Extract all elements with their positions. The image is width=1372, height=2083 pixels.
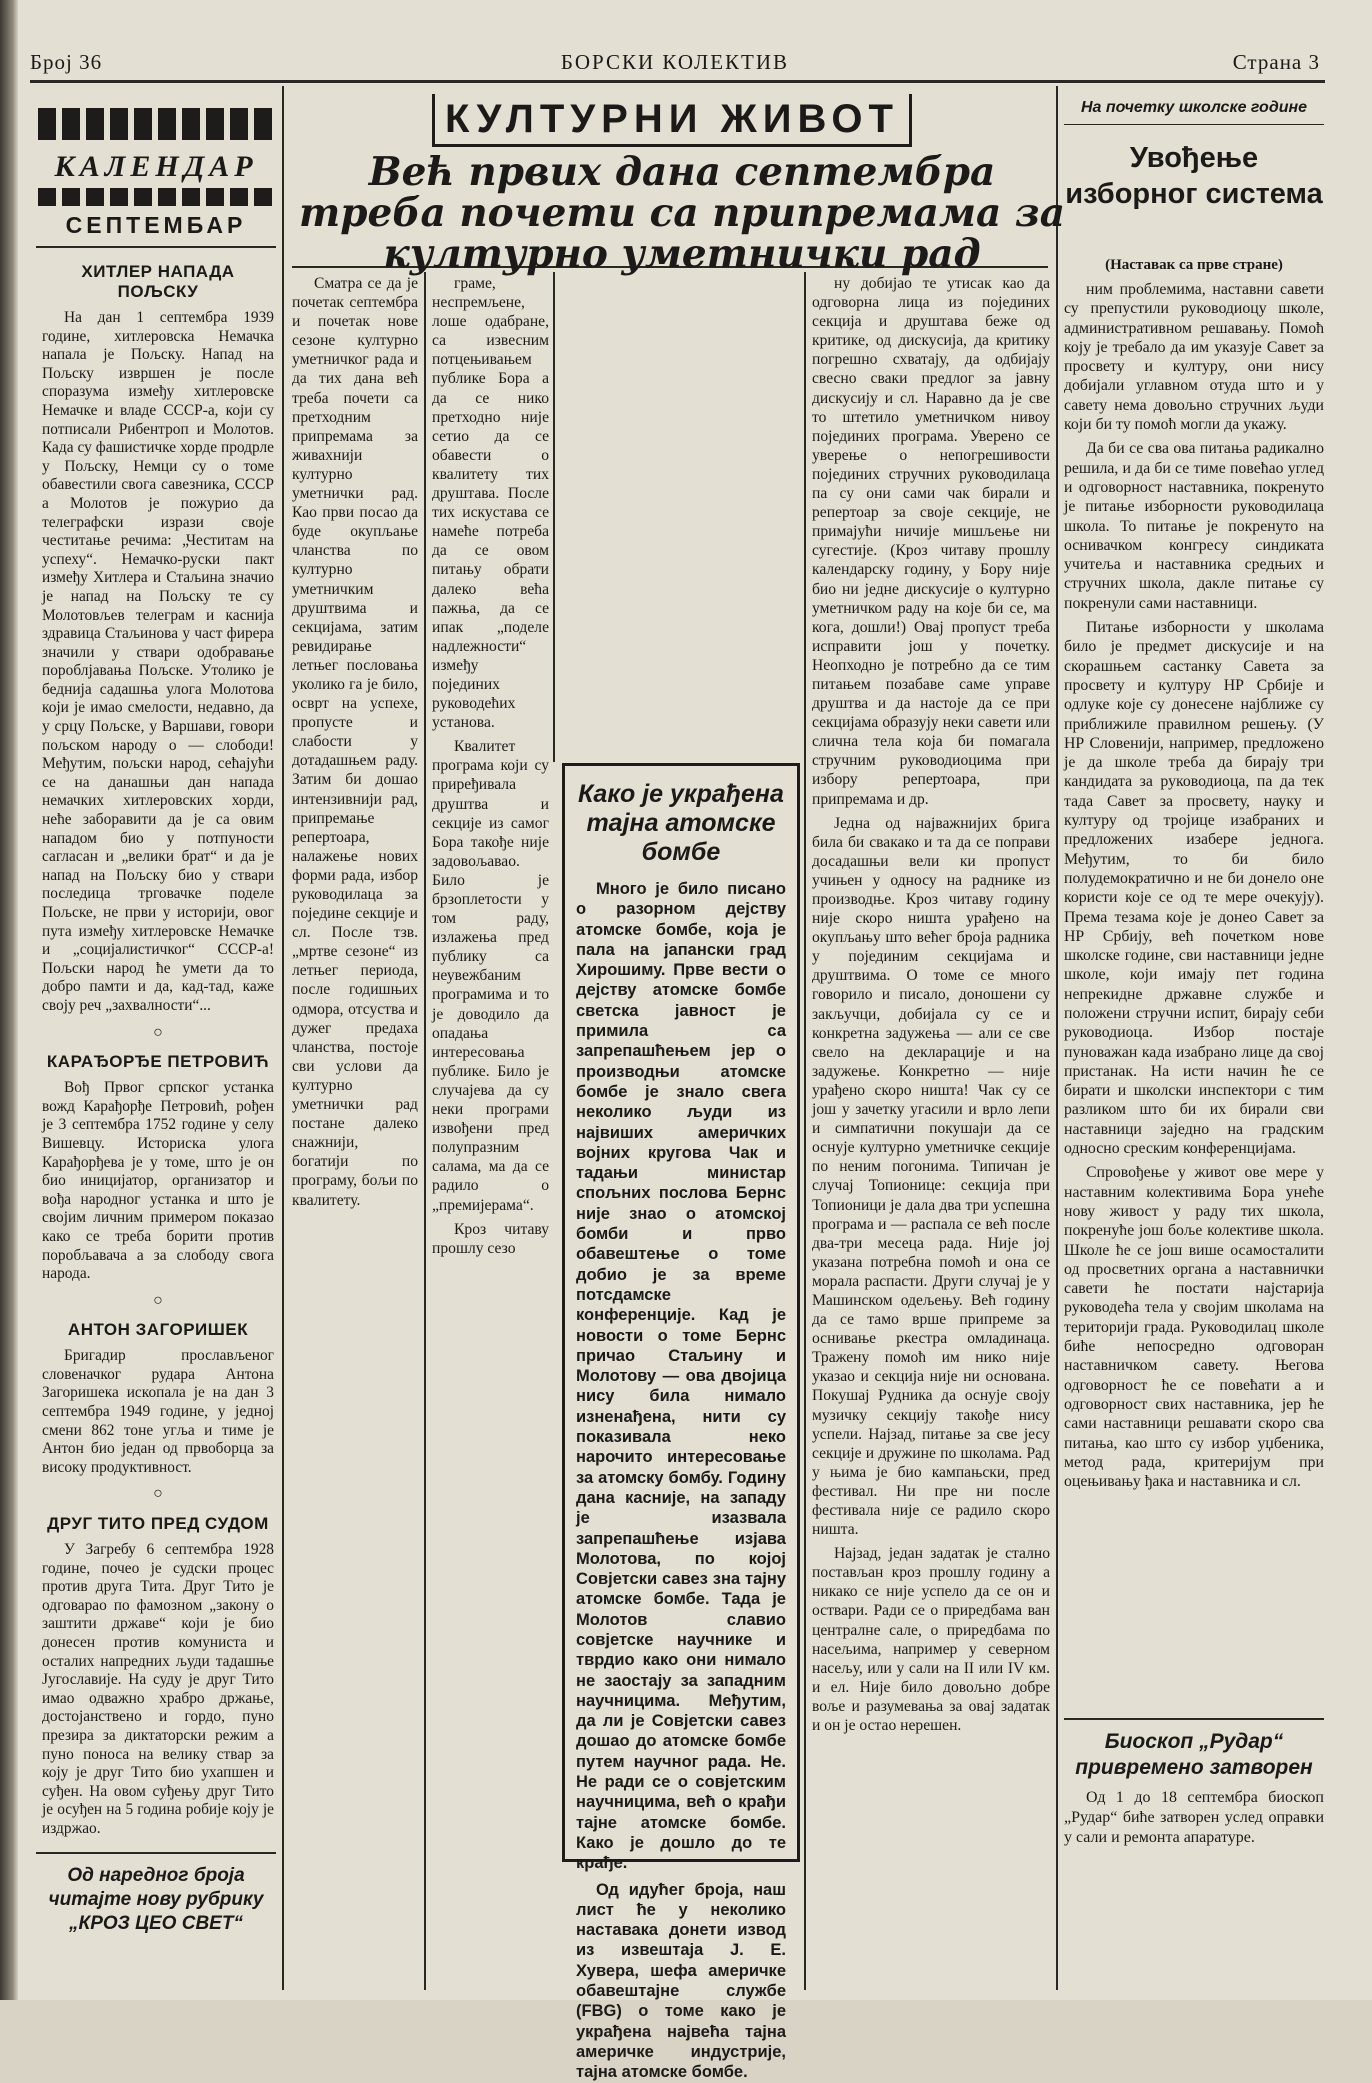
calendar-item-text: На дан 1 септембра 1939 године, хитлеровска Немачка напала је Пољску. Напад на Пољску извршен је после споразума између хитлеровске Немачке и владе СССР-а, који су потписали Рибентроп и Молотов. Када су фашистичке хорде продрле у Пољску, Немци су о томе обавестили свога савезника, СССР а Молотов је пожурио да телеграфски изрази своје честитање речима: „Честитам на успеху“. Немачко-руски пакт између Хитлера и Стаљина значио је напад на Пољску те су Молотовљев телеграм и каснија здравица Стаљинова у част фирера значили у ствари одобравање пороблјавања Пољске. Утолико је бедниja садашња улога Молотова који је имао смелости, недавно, да у срцу Пољске, у Варшави, говори пољском народу о — слободи! Међутим, пољски народ, сећајући се на данашњи дан напада немачких хитлеровских хорди, неће заборавити да је са овим нападом био у потпуности сагласан и „велики брат“ и да је напад на Пољску био у ствари последица трговачке поделе Пољске, не први у историји, овог пута између хитлеровске Немачке и „социјалистичког“ СССР-а! Пољски народ ће умети да то добро памти и да, кад-тад, каже своју реч „захвалности“...	[42, 309, 274, 1014]
article-paragraph: Кроз читаву прошлу сезо	[432, 1220, 549, 1257]
calendar-item-title: АНТОН ЗАГОРИШЕК	[67, 1320, 249, 1340]
article-paragraph: Питање изборности у школама било је предмет дискусије и на скорашњем састанку Савета за просвету и културу НР Србије и одлуке које су донесене најближе су приближиле правилном решењу. (У НР Словенији, например, предложено је да школе треба да бирају три кандидата за руководиоца, па да тек тада Савет за просвету, науку и културу од тројице изабраних и предложених изабере једнога. Међутим, то би било полудемократично и не би донело оне користи које се од те мере очекују). Према тезама које је донео Савет за НР Србију, већ почетком нове школске године, сви наставници једне школе, који имају пет година непрекидне државне службе и положени стручни испит, бирају себи руководиоца. Избор постаје пуноважан када изабрано лице да свој пристанак. На исти начин ће се бирати и школски инспектори с тим разликом што би их бирали сви наставници заједно на градским односно среским конференцијама.	[1064, 619, 1324, 1158]
main-article-col-2	[432, 274, 549, 1263]
bioskop-body	[1064, 1788, 1324, 1853]
article-paragraph: Од идућег броја, наш лист ће у неколико наставака донети извод из извештаја Ј. Е. Хувера, шефа америчке обавештајне службе (FBG) о томе како је украђена највећа тајна америчке индустрије, тајна атомске бомбе.	[576, 1880, 786, 2082]
separator-circle: ○	[153, 1023, 163, 1041]
page-number: Страна 3	[1232, 50, 1320, 74]
bioskop-title: Биоскоп „Рудар“ привремено затворен	[1075, 1730, 1313, 1779]
calendar-item-title: КАРАЂОРЂЕ ПЕТРОВИЋ	[46, 1052, 270, 1072]
article-paragraph: Једна од најважнијих брига била би свакако и та да се поправи досадашњи вели ки пропуст учињен у односу на раднике из производње. Кроз читаву годину није скоро ништа урађено на окупљању што већег броја радника у појединим секцијама и друштвима. О томе се много говорило и писало, доношени су закључци, добијала су се и конкретна задужења — али се све свело на декларације и на задужење. Конкретно — није урађено скоро ништа! Чак су се још у зачетку угасили и врло лепи и симпатични покушаји да се оснује културно уметничке секције по неним погонима. Типичан је случај Топионице: секција при Топионици је дала два три успешна програма и — распала се већ после два-три месеца рада. Није јој указана потребна помоћ и она се морала распасти. Други случај је у Машинском одељењу. Већ годину да се тамо врше припреме за оснивање ркестра омладинаца. Тражену помоћ им нико није указао и секција није ни основана. Покушај Рудника да оснује своју музичку секцију такође нису успели. Најзад, питање за све јесу секције и дружине по школама. Рад у њима је био кампањски, пред фестивал. Ни пре ни после фестивала није се радило скоро ништа.	[812, 814, 1050, 1539]
article-paragraph: Квалитет програма који су приређивала друштва и секције из самог Бора такође није задовољавао. Било је брзоплетости у том раду, излажења пред публику са неувежбаним програмима и то је доводило да опадања интересовања публике. Било је случајева да су неки програми извођени пред полупразним салама, ма да се радило о „премијерама“.	[432, 738, 549, 1214]
column-rule-3	[424, 272, 426, 1990]
calendar-item-text: У Загребу 6 септембра 1928 године, почео је судски процес против друга Тита. Друг Тито је одговарао по фамозном „закону о заштити државе“ који је био донесен против комуниста и осталих напредних људи тадашње Југославије. На суду је друг Тито имао одважно храбро држање, достојанствено и гордо, пуно презира за диктаторски режим а пуно поноса на велику ствар за коју је друг Тито био ухапшен и суђен. На овом суђењу друг Тито је осуђен на 5 година робије коју је издржао.	[42, 1541, 274, 1837]
article-paragraph: граме, неспремљене, лоше одабране, са извесним потцењивањем публике Бора а да се нико претходно није сетио да се обавести о квалитету тих друштава. После тих искустава се намеће потреба да се овом питању обрати далеко већа пажња, да се ипак „поделе надлежности“ између појединих руководећих установа.	[432, 275, 549, 732]
column-rule-2	[1056, 86, 1058, 1990]
right-article-title: Увођење изборног система	[1065, 142, 1323, 210]
main-headline: Већ првих дана септембра треба почети са припремама за културно уметнички рад	[298, 149, 1066, 277]
calendar-item-text: Вођ Првог српског устанка вожд Карађорђе Петровић, рођен је 3 септембра 1752 године у селу Вишевцу. Историска улога Карађорђева је у томе, што је он био иницијатор, организатор и вођа народног устанка и што је својим личним примером показао како се треба борити против поробљавача а за слободу свога народа.	[42, 1079, 274, 1283]
page-spine-shadow	[0, 0, 18, 2000]
calendar-item-text: Бригадир прослављеног словеначког рудара Антона Загоришека ископала је на дан 3 септембра 1949 године, у једној смени 862 тоне угља и тиме је Антон био један од првоборца за високу продуктивност.	[42, 1347, 274, 1476]
calendar-ornament-bottom	[38, 188, 274, 206]
continued-note: (Наставак са прве стране)	[1105, 257, 1283, 273]
main-article-col-3	[812, 274, 1050, 1740]
calendar-item-title: ДРУГ ТИТО ПРЕД СУДОМ	[47, 1514, 269, 1534]
calendar-ornament-top	[38, 108, 274, 140]
column-rule-1	[282, 86, 284, 1990]
column-rule-4	[553, 272, 555, 762]
calendar-month: СЕПТЕМБАР	[65, 212, 247, 238]
atomic-bomb-article-box	[562, 763, 800, 2082]
article-paragraph: Да би се сва ова питања радикално решила, и да би се тиме повећао углед и одговорност наставника, покренуто је питање изборности руководилаца школа. То питање је покренуто на оснивачком конгресу синдиката учитеља и наставника средњих и стручних школа, дакле питање су покренули сами наставници.	[1064, 440, 1324, 612]
calendar-column	[42, 262, 274, 1844]
header-rule	[30, 80, 1325, 83]
article-paragraph: ну добијао те утисак као да одговорна лица из појединих секција и друштава беже од критике, од дискусија, да критику погрешно схватају, да одбијају свесно сваки предлог за јавну дискусију и сл. Наравно да је све то штетило уметничком нивоу појединих програма. Уверено се уверење о непогрешивости појединих стручних руководилаца па су они сами чак бирали и репертоар за своје секције, не примајући ничије мишљење ни сугестије. (Кроз читаву прошлу календарску годину, у Бору није био ни једне дискусије о културно уметничком раду на које би се, ма кога, дошли!) Овај пропуст треба исправити још у почетку. Неопходно је потребно да се тим питањем позабаве саме управе друштва и да настоје да се при секцијама образују неки савети или слична тела која би помагала стручним руководиоцима при избору репертоара, при припремама и др.	[812, 275, 1050, 808]
new-column-announcement: Од наредног броја читајте нову рубрику „КРОЗ ЦЕО СВЕТ“	[48, 1865, 264, 1934]
article-paragraph: Сматра се да је почетак септембра и почетак нове сезоне културно уметничког рада и да тих дана већ треба почети са претходним припремама за живахнији културно уметнички рад. Као први посао да буде окупљање чланства по културно уметничким друштвима и секцијама, затим ревидирање летњег пословања уколико га је било, осврт на успехе, пропусте и слабости у дотадашњем раду. Затим би дошао интензивнији рад, припремање репертоара, налажење нових форми рада, избор руководилаца за поједине секције и сл. После тзв. „мртве сезоне“ из летњег периода, после годишњих одмора, отсуства и дужег предаха чланства, постоје сви услови да културно уметнички рад постане далеко снажнији, богатији по програму, бољи по квалитету.	[292, 275, 418, 1209]
kicker-rule	[1064, 124, 1324, 125]
ad-rule	[36, 1852, 276, 1854]
newspaper-name: БОРСКИ КОЛЕКТИВ	[560, 50, 790, 74]
article-paragraph: Од 1 до 18 септембра биоскоп „Рудар“ биће затворен услед оправки у сали и ремонта апаратуре.	[1064, 1789, 1324, 1846]
column-rule-5	[804, 272, 806, 1990]
issue-number: Број 36	[30, 50, 103, 74]
separator-circle: ○	[153, 1291, 163, 1309]
right-article-body	[1064, 280, 1324, 1496]
page-header	[30, 46, 1320, 76]
article-paragraph: Спровођење у живот ове мере у наставним колективима Бора унеће нову живост у раду тих школа, покренуће још боље колективе школа. Школе ће се још више осамосталити од просветних органа а наставнички савети ће постати најстарија руководећа тела у својим школама на територији града. Руководилац школе биће непосредно одговоран наставничком савету. Његова одговорност ће се повећати а и одговорност свих наставника, јер ће сами наставници решавати скоро сва питања, као што су избор уџбеника, метод рада, критеријум при оцењивању ђака и наставника и сл.	[1064, 1164, 1324, 1491]
calendar-rule	[36, 246, 276, 248]
atomic-bomb-title: Како је украђена тајна атомске бомбе	[578, 780, 784, 866]
article-paragraph: Најзад, један задатак је стално постављан кроз прошлу годину а никако се није успело да се он и оствари. Ради се о приредбама ван централне сале, о приредбама по насељима, например у северном насељу, или у сали на II или IV км. и ел. Није било довољно добре воље и разумевања за овај задатак и он је остао нерешен.	[812, 1545, 1050, 1735]
section-banner: КУЛТУРНИ ЖИВОТ	[432, 94, 912, 147]
separator-circle: ○	[153, 1485, 163, 1503]
atomic-bomb-body	[565, 879, 797, 2083]
calendar-title: КАЛЕНДАР	[54, 150, 258, 183]
article-paragraph: Много је било писано о разорном дејству атомске бомбе, која је пала на јапански град Хирошиму. Прве вести о дејству атомске бомбе светска јавност је примила са запрепашћењем јер о производњи атомске бомбе је знало свега неколико људи из највиших америчких војних кругова Чак и тадањи министар спољних послова Бернс није знао о атомској бомби и прво обавештење о томе добио је за време потсдамске конференције. Кад је новости о томе Бернс причао Стаљину и Молотову — ова двојица нису била нимало изненађена, нити су показивала неко нарочито интересовање за атомску бомбу. Годину дана касније, на западу је изазвала запрепашћење изјава Молотова, по којој Совјетски савез зна тајну атомске бомбе. Тада је Молотов славио совјетске научнике и тврдио како они нимало не заостају за западним научницима. Међутим, да ли је Совјетски савез дошао до атомске бомбе путем научног рада. Не. Не ради се о совјетским научницима, већ о крађи тајне атомске бомбе. Како је дошло до те крађе.	[576, 880, 786, 1873]
calendar-item-title: ХИТЛЕР НАПАДА ПОЉСКУ	[81, 262, 235, 301]
article-paragraph: ним проблемима, наставни савети су препустили руководиоцу школе, административном решавању. Помоћ коју је требало да им указује Савет за просвету и културу, они нису добијали углавном отуда што и у савету нема довољно стручних људи који би ту помоћ могли да укажу.	[1064, 281, 1324, 434]
right-article-kicker: На почетку школске године	[1080, 99, 1308, 116]
main-article-col-1	[292, 274, 418, 1215]
bioskop-rule	[1064, 1718, 1324, 1720]
